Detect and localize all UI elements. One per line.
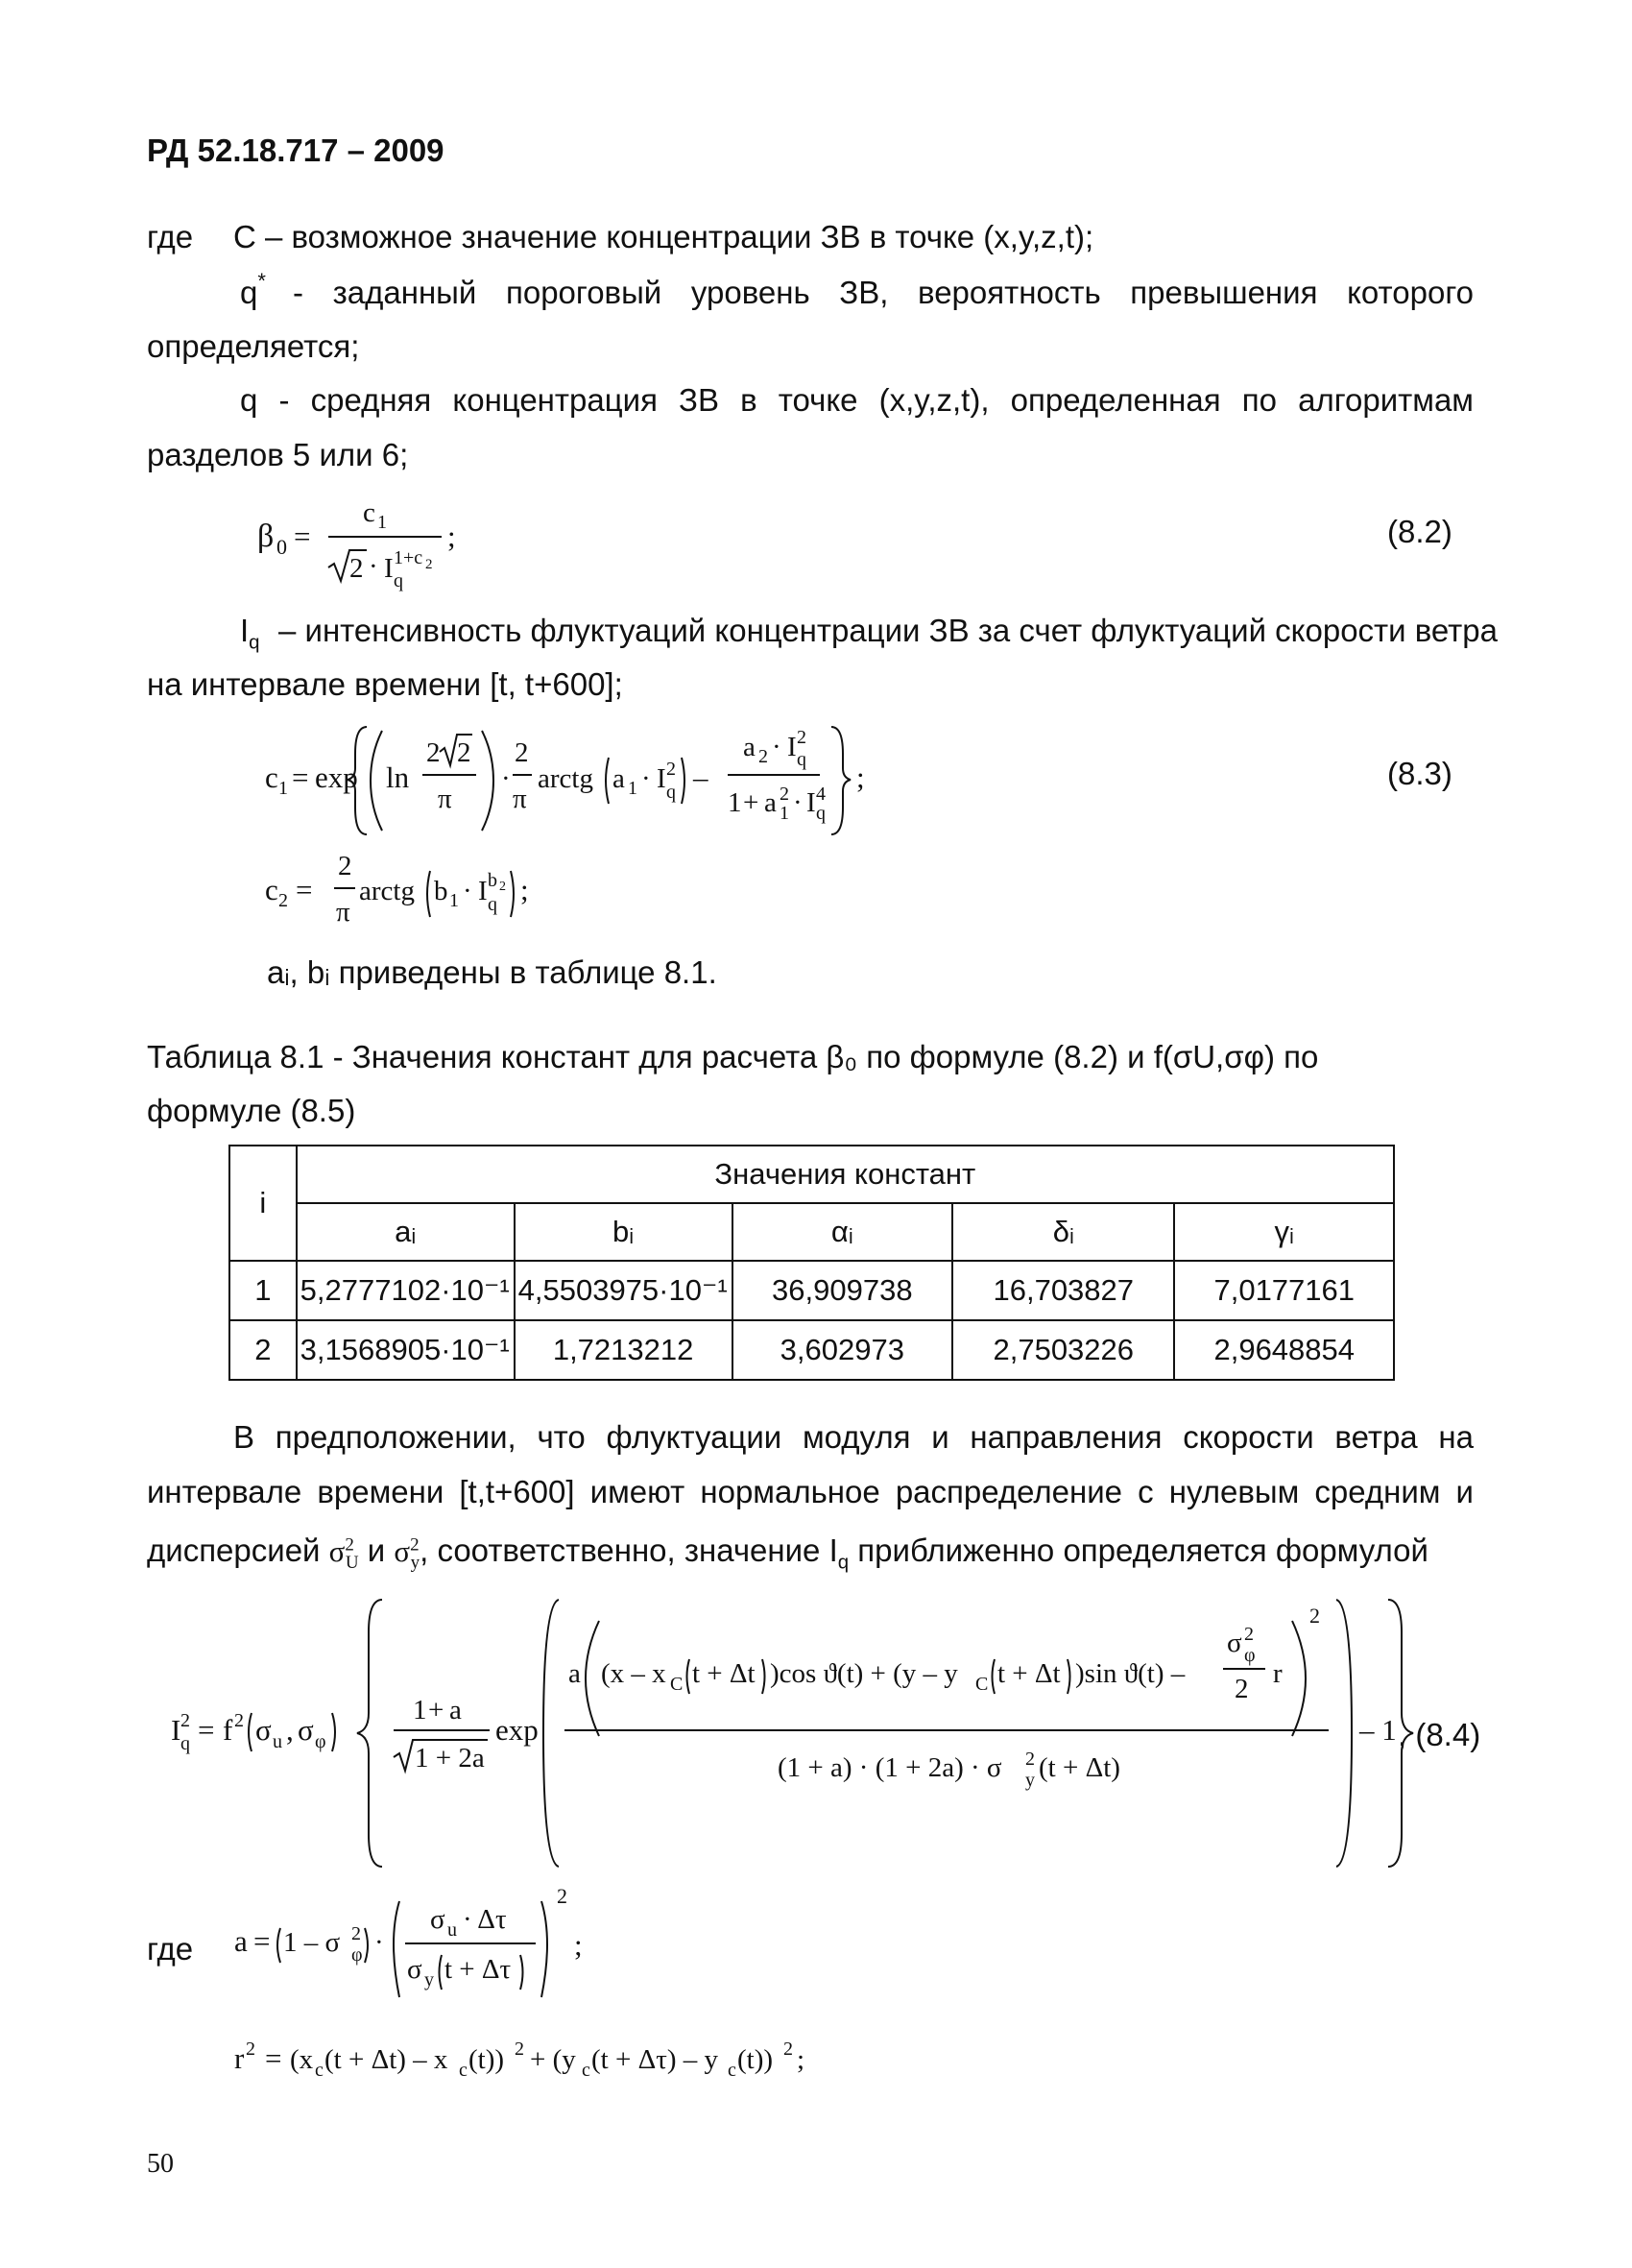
formula-iq-squared <box>163 1594 1402 1872</box>
definition-iq-line1: – интенсивность флуктуаций концентрации ЗВ за счет флуктуаций скорости ветра <box>278 613 1499 648</box>
svg-text:t + Δt: t + Δt <box>997 1658 1061 1689</box>
svg-text:2: 2 <box>780 784 789 805</box>
definition-c: С – возможное значение концентрации ЗВ в точке (x,y,z,t); <box>233 219 1094 254</box>
svg-text:2: 2 <box>666 759 676 780</box>
svg-text:1: 1 <box>780 803 789 824</box>
svg-text:u: u <box>447 1919 457 1941</box>
svg-text:+: + <box>428 1695 444 1725</box>
svg-text:1+c: 1+c <box>394 547 423 568</box>
table-subheader-row <box>229 1203 1394 1261</box>
where-label-2: где <box>147 1931 194 1966</box>
svg-text:b: b <box>488 870 497 891</box>
svg-text:c: c <box>363 497 375 528</box>
svg-text:2: 2 <box>425 557 433 572</box>
paragraph-line1: В предположении, что флуктуации модуля и направления скорости ветра на <box>233 1419 1474 1455</box>
svg-text:(t)): (t)) <box>468 2044 505 2075</box>
svg-text:2: 2 <box>1235 1674 1249 1704</box>
table-cell-alpha: 36,909738 <box>732 1261 952 1320</box>
svg-text:(x: (x <box>290 2044 314 2075</box>
svg-text:1: 1 <box>449 890 459 911</box>
svg-text:c: c <box>265 760 278 794</box>
svg-text:2: 2 <box>515 737 529 768</box>
table-cell-i: 1 <box>229 1261 297 1320</box>
svg-text:2: 2 <box>557 1884 567 1908</box>
table-cell-delta: 16,703827 <box>952 1261 1174 1320</box>
definition-iq-line2: на интервале времени [t, t+600]; <box>147 666 623 702</box>
formula-r-squared <box>230 2026 922 2093</box>
where-label: где <box>147 219 194 254</box>
svg-text:f: f <box>223 1713 233 1747</box>
svg-text:exp: exp <box>315 760 358 794</box>
ab-note: aᵢ, bᵢ приведены в таблице 8.1. <box>267 954 717 990</box>
svg-text:r: r <box>234 2041 245 2075</box>
svg-text:y: y <box>424 1969 434 1991</box>
sigma-y-squared: $\sigma^2_y$ <box>394 1534 420 1574</box>
svg-text:2: 2 <box>349 553 364 584</box>
table-header-a: aᵢ <box>297 1203 515 1261</box>
table-cell-b: 4,5503975·10⁻¹ <box>515 1261 732 1320</box>
svg-text:;: ; <box>797 2044 805 2075</box>
svg-text:2: 2 <box>426 737 441 768</box>
svg-text:I: I <box>657 763 666 794</box>
svg-text:– 1: – 1 <box>1359 1713 1397 1747</box>
svg-text:C: C <box>975 1674 989 1695</box>
svg-text:+: + <box>743 787 759 818</box>
svg-text:q: q <box>816 803 826 824</box>
svg-text:0: 0 <box>276 535 287 559</box>
svg-text:exp: exp <box>495 1713 539 1747</box>
svg-text:y: y <box>1025 1770 1035 1791</box>
svg-text:+ (y: + (y <box>530 2044 576 2075</box>
definition-iq-symbol: $I_q$ <box>240 613 260 654</box>
svg-text:π: π <box>513 784 527 814</box>
svg-text:q: q <box>180 1733 190 1754</box>
svg-text:φ: φ <box>315 1731 326 1752</box>
svg-text:;: ; <box>520 873 529 906</box>
svg-text:q: q <box>797 749 806 770</box>
svg-text:4: 4 <box>816 784 826 805</box>
svg-text:;: ; <box>574 1928 583 1962</box>
svg-text:–: – <box>693 760 708 794</box>
svg-text:·: · <box>463 876 472 906</box>
svg-text:ln: ln <box>386 760 410 794</box>
table-cell-gamma: 2,9648854 <box>1174 1320 1394 1380</box>
formula-beta0 <box>250 485 499 591</box>
svg-text:a: a <box>612 763 625 794</box>
table-cell-gamma: 7,0177161 <box>1174 1261 1394 1320</box>
svg-text:c: c <box>728 2060 736 2081</box>
definition-q-line1: q - средняя концентрация ЗВ в точке (x,y,z,t), определенная по алгоритмам <box>240 382 1474 418</box>
definition-qstar-symbol: q* <box>240 269 266 310</box>
svg-text:I: I <box>478 876 488 906</box>
svg-text:π: π <box>336 897 350 928</box>
svg-text:φ: φ <box>1244 1645 1256 1666</box>
svg-text:c: c <box>265 873 278 906</box>
svg-text:σ: σ <box>255 1713 272 1747</box>
svg-text:·: · <box>772 732 781 762</box>
svg-text:2: 2 <box>1025 1749 1035 1770</box>
svg-text:2: 2 <box>351 1923 361 1944</box>
svg-text:2: 2 <box>797 727 806 748</box>
svg-text:2: 2 <box>783 2039 793 2060</box>
table-cell-delta: 2,7503226 <box>952 1320 1174 1380</box>
svg-text:=: = <box>253 1924 271 1958</box>
svg-text:(t + Δt): (t + Δt) <box>1039 1752 1120 1783</box>
svg-text:π: π <box>438 784 452 814</box>
svg-text:c: c <box>582 2060 590 2081</box>
svg-text:=: = <box>292 760 309 794</box>
definition-q-line2: разделов 5 или 6; <box>147 437 409 472</box>
svg-text:a: a <box>234 1924 248 1958</box>
equation-number-8-2: (8.2) <box>1387 514 1452 549</box>
svg-text:a: a <box>764 787 777 818</box>
table-caption-line1: Таблица 8.1 - Значения констант для расчета β₀ по формуле (8.2) и f(σU,σφ) по <box>147 1039 1319 1074</box>
svg-text:a: a <box>449 1695 462 1725</box>
svg-text:1: 1 <box>628 778 637 799</box>
svg-text:2: 2 <box>1309 1604 1320 1628</box>
svg-text:· Δτ: · Δτ <box>463 1904 507 1935</box>
table-cell-i: 2 <box>229 1320 297 1380</box>
paragraph-line2: интервале времени [t,t+600] имеют нормальное распределение с нулевым средним и <box>147 1474 1474 1509</box>
table-caption-line2: формуле (8.5) <box>147 1093 356 1128</box>
svg-text:c: c <box>459 2060 468 2081</box>
svg-text:2: 2 <box>457 737 471 768</box>
svg-text:arctg: arctg <box>538 763 593 794</box>
svg-text:2: 2 <box>246 2039 255 2060</box>
svg-text:1: 1 <box>413 1695 427 1725</box>
formula-c1 <box>259 715 912 840</box>
equation-number-8-4: , (8.4) <box>1398 1717 1481 1752</box>
svg-text:1: 1 <box>728 787 742 818</box>
svg-text:I: I <box>806 787 816 818</box>
svg-text:;: ; <box>856 760 865 794</box>
svg-text:σ: σ <box>407 1954 422 1985</box>
table-header-gamma: γᵢ <box>1174 1203 1394 1261</box>
svg-text:2: 2 <box>1244 1624 1254 1645</box>
svg-text:·: · <box>793 787 803 818</box>
svg-text:2: 2 <box>180 1710 190 1731</box>
svg-text:C: C <box>670 1674 684 1695</box>
equation-number-8-3: (8.3) <box>1387 756 1452 791</box>
svg-text:,: , <box>286 1713 294 1747</box>
table-cell-b: 1,7213212 <box>515 1320 732 1380</box>
svg-text:1: 1 <box>278 778 288 799</box>
svg-text:=: = <box>198 1713 215 1747</box>
document-header: РД 52.18.717 – 2009 <box>147 133 444 168</box>
svg-text:2: 2 <box>499 880 506 894</box>
svg-text:2: 2 <box>278 890 288 911</box>
svg-text:(x – x: (x – x <box>601 1658 666 1689</box>
table-cell-alpha: 3,602973 <box>732 1320 952 1380</box>
svg-text:q: q <box>394 570 403 591</box>
svg-text:u: u <box>273 1731 282 1752</box>
table-row <box>229 1320 1394 1380</box>
svg-text:1 – σ: 1 – σ <box>283 1927 341 1958</box>
svg-text:a: a <box>743 732 756 762</box>
svg-text:=: = <box>265 2041 282 2075</box>
svg-text:b: b <box>434 876 448 906</box>
svg-text:2: 2 <box>234 1710 244 1731</box>
svg-text:=: = <box>296 873 313 906</box>
definition-qstar-line2: определяется; <box>147 328 360 364</box>
sigma-u-squared: $\sigma^2_U$ <box>328 1534 359 1574</box>
table-group-header: Значения констант <box>297 1146 1394 1203</box>
svg-text:·: · <box>369 551 378 582</box>
svg-text:r: r <box>1273 1658 1283 1689</box>
svg-text:(t + Δt) – x: (t + Δt) – x <box>324 2044 448 2075</box>
table-header-delta: δᵢ <box>952 1203 1174 1261</box>
table-header-row <box>229 1146 1394 1203</box>
page-number: 50 <box>147 2149 174 2179</box>
svg-text:)cos ϑ(t) + (y – y: )cos ϑ(t) + (y – y <box>770 1658 958 1689</box>
svg-text:2: 2 <box>338 851 352 881</box>
svg-text:σ: σ <box>430 1904 445 1935</box>
svg-text:(t)): (t)) <box>737 2044 774 2075</box>
formula-a <box>230 1882 634 2016</box>
svg-text:1: 1 <box>377 512 387 533</box>
table-cell-a: 5,2777102·10⁻¹ <box>297 1261 515 1320</box>
table-header-b: bᵢ <box>515 1203 732 1261</box>
svg-text:2: 2 <box>515 2039 524 2060</box>
svg-text:β: β <box>257 519 275 554</box>
svg-text:(t + Δτ) – y: (t + Δτ) – y <box>591 2044 719 2075</box>
svg-text:·: · <box>641 763 651 794</box>
svg-text:I: I <box>384 553 394 584</box>
table-header-i: i <box>229 1146 297 1261</box>
constants-table <box>228 1145 1395 1381</box>
svg-text:c: c <box>315 2060 324 2081</box>
svg-text:σ: σ <box>298 1713 314 1747</box>
svg-text:)sin ϑ(t) –: )sin ϑ(t) – <box>1075 1658 1186 1689</box>
table-header-alpha: αᵢ <box>732 1203 952 1261</box>
svg-text:q: q <box>666 782 676 803</box>
svg-text:=: = <box>294 519 311 553</box>
table-cell-a: 3,1568905·10⁻¹ <box>297 1320 515 1380</box>
svg-text:I: I <box>171 1713 181 1747</box>
svg-text:I: I <box>787 732 797 762</box>
table-row <box>229 1261 1394 1320</box>
svg-text:φ: φ <box>351 1944 363 1966</box>
svg-text:σ: σ <box>1227 1628 1242 1658</box>
svg-text:t + Δτ: t + Δτ <box>444 1954 512 1985</box>
svg-text:·: · <box>501 763 511 794</box>
svg-text:t + Δt: t + Δt <box>692 1658 756 1689</box>
svg-text:q: q <box>488 894 497 915</box>
definition-qstar-line1: - заданный пороговый уровень ЗВ, вероятность превышения которого <box>293 275 1474 310</box>
svg-text:·: · <box>374 1927 384 1958</box>
svg-text:;: ; <box>447 519 456 553</box>
svg-text:1 + 2a: 1 + 2a <box>415 1743 485 1773</box>
paragraph-line3: дисперсией $\sigma^2_U$ и $\sigma^2_y$, соответственно, значение $I_q$ приближенно определяется формулой <box>147 1532 1428 1574</box>
svg-text:arctg: arctg <box>359 876 415 906</box>
svg-text:(1 + a) · (1 + 2a) · σ: (1 + a) · (1 + 2a) · σ <box>778 1752 1002 1783</box>
svg-text:a: a <box>568 1658 581 1689</box>
formula-c2 <box>259 850 576 946</box>
svg-text:2: 2 <box>758 746 768 767</box>
